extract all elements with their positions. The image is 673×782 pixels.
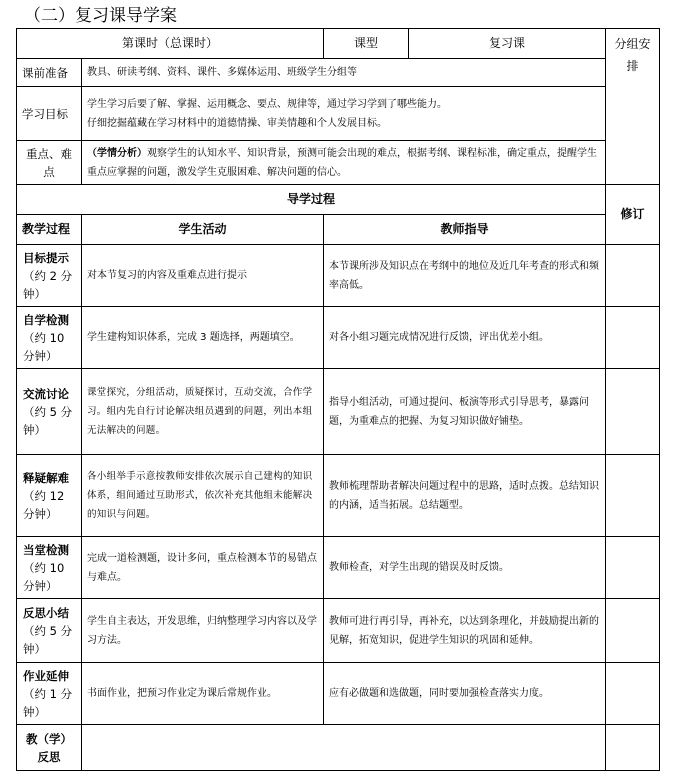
focus-row [17,141,660,185]
step-time: （约 5 分钟） [23,404,73,437]
focus-lead: （学情分析） [87,147,147,159]
prep-label: 课前准备 [17,59,82,87]
lesson-time-cell: 第课时（总课时） [17,29,324,59]
table-row [17,663,660,725]
goals-content [82,87,606,141]
step-name: 交流讨论 [23,386,69,401]
step-name: 反思小结 [23,605,69,620]
step-process-cell [17,307,82,369]
step-revise-cell [606,663,660,725]
step-teacher-guidance: 教师检查，对学生出现的错误及时反馈。 [324,537,606,599]
revise-cell: 修订 [606,185,660,245]
step-process-cell [17,455,82,537]
goals-line-2: 仔细挖掘蕴藏在学习材料中的道德情操、审美情趣和个人发展目标。 [87,117,387,129]
goals-label: 学习目标 [17,87,82,141]
col-teacher-header: 教师指导 [324,215,606,245]
step-revise-cell [606,369,660,455]
step-student-activity: 各小组举手示意按教师安排依次展示自己建构的知识体系，组间通过互助形式，依次补充其他组未能解决的知识与问题。 [82,455,324,537]
step-revise-cell [606,599,660,663]
step-name: 目标提示 [23,250,69,265]
lesson-plan-table-wrapper [16,28,659,771]
table-row [17,369,660,455]
step-teacher-guidance: 应有必做题和选做题，同时要加强检查落实力度。 [324,663,606,725]
step-student-activity: 书面作业，把预习作业定为课后常规作业。 [82,663,324,725]
focus-text: 观察学生的认知水平、知识背景，预测可能会出现的难点，根据考纲、课程标准，确定重点，提醒学生重点应掌握的问题，激发学生克服困难、解决问题的信心。 [87,147,597,178]
document-title: （二）复习课导学案 [24,6,177,26]
step-process-cell [17,369,82,455]
prep-row [17,59,660,87]
lesson-plan-table [16,28,660,771]
table-row [17,455,660,537]
step-time: （约 2 分钟） [23,268,73,301]
step-process-cell [17,599,82,663]
step-revise-cell [606,307,660,369]
lesson-type-label: 课型 [324,29,409,59]
step-student-activity: 完成一道检测题，设计多问，重点检测本节的易错点与难点。 [82,537,324,599]
table-row [17,537,660,599]
step-student-activity: 课堂探究，分组活动，质疑探讨，互动交流，合作学习。组内先自行讨论解决组员遇到的问题，列出本组无法解决的问题。 [82,369,324,455]
header-row [17,29,660,59]
step-time: （约 10 分钟） [23,330,65,363]
reflection-row [17,725,660,771]
reflection-label: 教（学）反思 [17,725,82,771]
step-process-cell [17,537,82,599]
goals-row [17,87,660,141]
group-arrangement-cell: 分组安排 [606,29,660,185]
step-process-cell [17,663,82,725]
step-name: 作业延伸 [23,668,69,683]
goals-line-1: 学生学习后要了解、掌握、运用概念、要点、规律等，通过学习学到了哪些能力。 [87,98,447,110]
step-student-activity: 学生自主表达，开发思维，归纳整理学习内容以及学习方法。 [82,599,324,663]
col-student-header: 学生活动 [82,215,324,245]
step-name: 自学检测 [23,312,69,327]
focus-content [82,141,606,185]
step-teacher-guidance: 本节课所涉及知识点在考纲中的地位及近几年考查的形式和频率高低。 [324,245,606,307]
step-teacher-guidance: 对各小组习题完成情况进行反馈，评出优差小组。 [324,307,606,369]
table-row [17,307,660,369]
reflection-content [82,725,606,771]
column-header-row [17,215,660,245]
step-process-cell [17,245,82,307]
step-teacher-guidance: 教师可进行再引导，再补充，以达到条理化，并鼓励提出新的见解，拓宽知识，促进学生知识的巩固和延伸。 [324,599,606,663]
step-name: 释疑解难 [23,470,69,485]
step-revise-cell [606,245,660,307]
step-time: （约 5 分钟） [23,623,73,656]
step-time: （约 10 分钟） [23,560,65,593]
step-time: （约 1 分钟） [23,686,73,719]
step-name: 当堂检测 [23,542,69,557]
table-row [17,245,660,307]
step-revise-cell [606,537,660,599]
step-teacher-guidance: 教师梳理帮助者解决问题过程中的思路，适时点拨。总结知识的内涵，适当拓展。总结题型。 [324,455,606,537]
col-process-header: 教学过程 [17,215,82,245]
step-time: （约 12 分钟） [23,488,65,521]
guide-heading: 导学过程 [17,185,606,215]
step-student-activity: 对本节复习的内容及重难点进行提示 [82,245,324,307]
table-row [17,599,660,663]
step-student-activity: 学生建构知识体系，完成 3 题选择，两题填空。 [82,307,324,369]
step-teacher-guidance: 指导小组活动，可通过提问、板演等形式引导思考，暴露问题，为重难点的把握、为复习知识做好铺垫。 [324,369,606,455]
focus-label: 重点、难点 [17,141,82,185]
step-revise-cell [606,455,660,537]
reflection-revise-cell [606,725,660,771]
guide-heading-row [17,185,660,215]
prep-content: 教具、研读考纲、资料、课件、多媒体运用、班级学生分组等 [82,59,606,87]
lesson-type-value: 复习课 [409,29,606,59]
